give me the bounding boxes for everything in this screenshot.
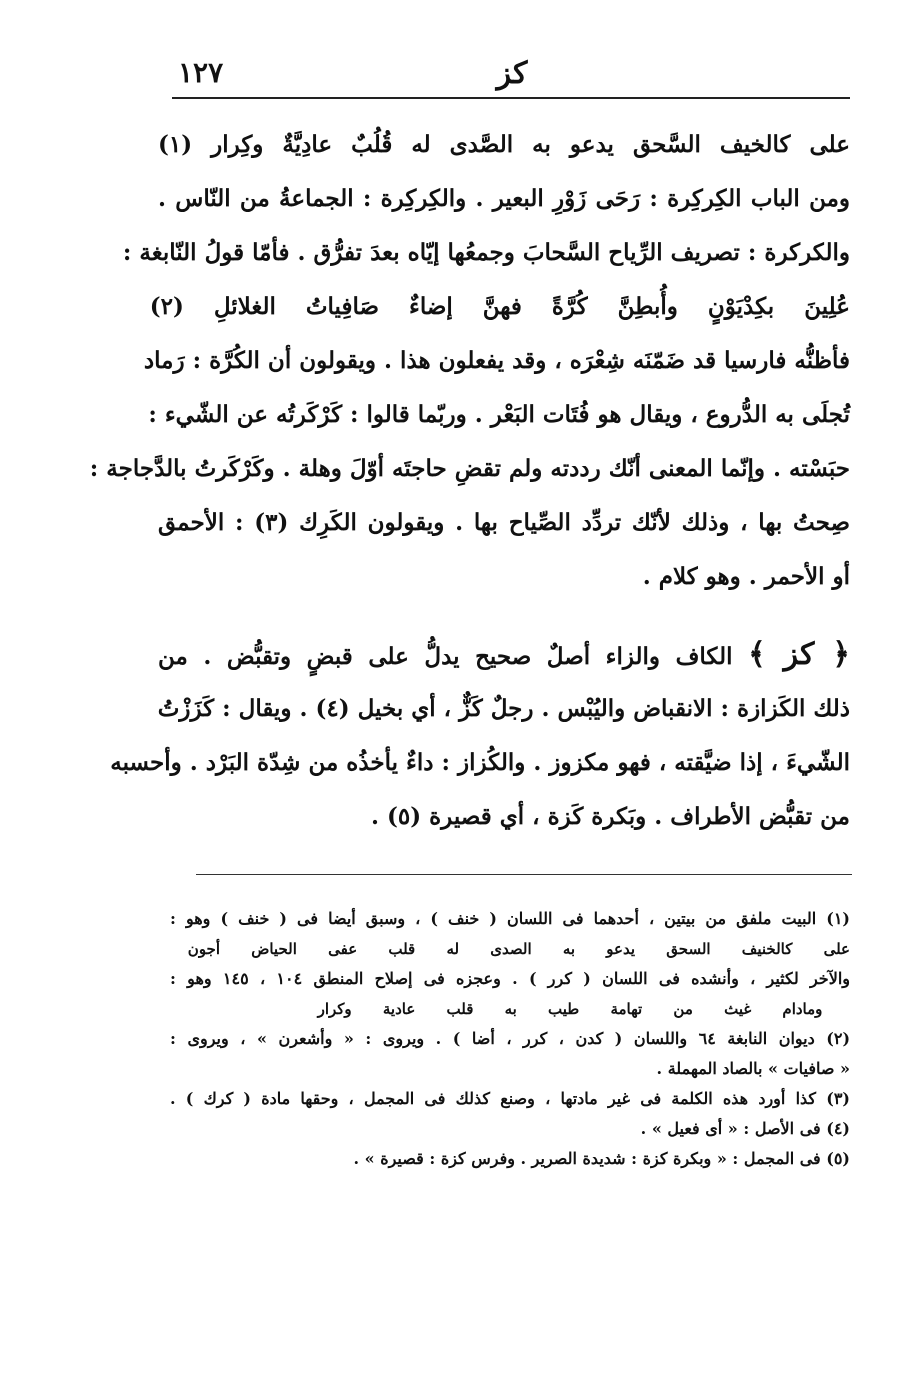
text-line: فأظنُّه فارسيا قد ضَمّنَه شِعْرَه ، وقد يفعلون هذا . ويقولون أن الكُرَّة : رَماد [143,347,850,374]
footnote-line: (٢) ديوان النابغة ٦٤ واللسان ( كدن ، كرر ، أضا ) . ويروى : « وأشعرن » ، ويروى : [170,1029,851,1048]
footnote-verse: على كالخنيف السحق يدعو به الصدى له قلب عفى الحياض أجون [187,940,850,958]
entry-first-line [158,628,850,682]
footnote-rule [196,874,852,875]
footnote-line: والآخر لكثير ، وأنشده فى اللسان ( كرر ) . وعجزه فى إصلاح المنطق ١٠٤ ، ١٤٥ وهو : [170,969,850,988]
footnote-line: (٥) فى المجمل : « وبكرة كزة : شديدة الصرير . وفرس كزة : قصيرة » . [353,1149,850,1168]
page-number: ١٢٧ [178,56,224,89]
footnotes [170,904,850,1174]
text-line: من تقبُّض الأطراف . وبَكرة كَزة ، أي قصيرة (٥) . [370,803,850,830]
text-line: على كالخيف السَّحق يدعو به الصَّدى له قُلُبٌ عادِيَّةٌ وكِرار (١) [158,131,850,158]
text-line: صِحتُ بها ، وذلك لأنّك تردِّد الصِّياح بها . ويقولون الكَرِك (٣) : الأحمق [158,509,850,536]
text-line: الشّيءَ ، إذا ضيَّقته ، فهو مكزوز . والكُزاز : داءٌ يأخذُه من شِدّة البَرْد . وأحسبه [110,749,850,776]
main-text [89,118,850,844]
text-line: والكركرة : تصريف الرِّياح السَّحابَ وجمعُها إيّاه بعدَ تفرُّق . فأمّا قولُ النّابغة : [122,239,850,266]
footnote-line: « صافيات » بالصاد المهملة . [656,1059,850,1078]
footnote-line: (١) البيت ملفق من بيتين ، أحدهما فى اللسان ( خنف ) ، وسبق أيضا فى ( خنف ) وهو : [170,909,850,928]
text-line: حبَسْته . وإنّما المعنى أنّك رددته ولم تقضِ حاجتَه أوّلَ وهلة . وكَرْكَرتُ بالدَّجاجة : [89,455,850,482]
footnote-verse: ومادام غيث من تهامة طيب به قلب عادية وكرار [317,1000,823,1018]
entry-text: الكاف والزاء أصلٌ صحيح يدلُّ على قبضٍ وتقبُّض . من [158,643,733,670]
footnote-line: (٣) كذا أورد هذه الكلمة فى غير مادتها ، وصنع كذلك فى المجمل ، وحقها مادة ( كرك ) . [170,1089,850,1108]
text-line: تُجلَى به الدُّروع ، ويقال هو فُتَات البَعْر . وربّما قالوا : كَرْكَرتُه عن الشّيء : [148,401,850,428]
header-rule [172,97,850,99]
footnote-line: (٤) فى الأصل : « أى فعيل » . [640,1119,850,1138]
page-header [172,56,850,96]
text-line: ذلك الكَزازة : الانقباض واليُبْس . رجلٌ كَزٌّ ، أي بخيل (٤) . ويقال : كَزَزْتُ [157,695,850,722]
text-line: ومن الباب الكِركِرة : رَحَى زَوْرِ البعير . والكِركِرة : الجماعةُ من النّاس . [158,185,850,212]
entry-head: ﴿ كز ﴾ [748,637,850,672]
paragraph-gap [158,604,850,628]
text-line: أو الأحمر . وهو كلام . [642,563,850,590]
running-head: كز [496,56,528,91]
verse-line: عُلِينَ بكِدْيَوْنٍ وأُبطِنَّ كُرَّةً فهنَّ إضاءٌ صَافِياتُ الغلائلِ (٢) [149,293,850,320]
